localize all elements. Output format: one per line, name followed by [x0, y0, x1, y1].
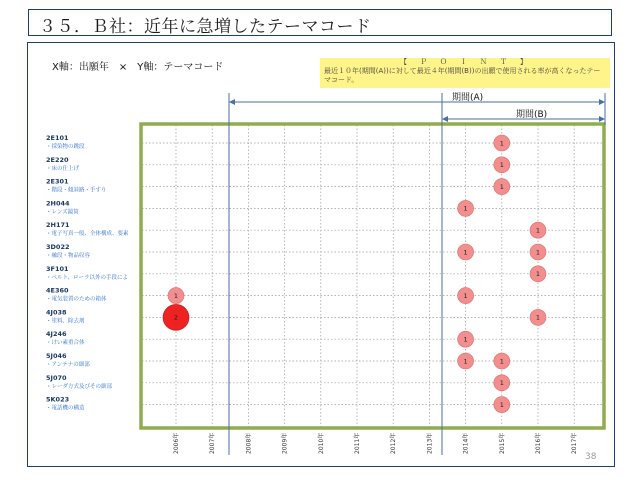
y-label-code: 4E360: [46, 286, 69, 295]
period-arrow-head: [599, 99, 605, 105]
data-bubble-label: 1: [499, 379, 504, 388]
y-label-desc: ・階段・傾斜路・手すり: [46, 187, 107, 194]
data-bubble-label: 1: [173, 291, 179, 300]
y-label-desc: ・電話機の構造: [46, 405, 85, 412]
y-label-desc: ・けい素重合体: [46, 340, 85, 347]
y-label-code: 2H171: [46, 221, 70, 230]
data-bubble-label: 1: [463, 357, 468, 366]
slide-title: ３５．Ｂ社：近年に急増したテーマコード: [39, 17, 372, 37]
y-label-desc: ・アンテナの細部: [46, 362, 90, 368]
x-tick-label: 2016年: [535, 432, 542, 454]
x-tick-label: 2007年: [209, 432, 217, 454]
period-label: 期間(B): [516, 110, 548, 120]
y-label-code: 4J246: [46, 330, 67, 339]
x-tick-label: 2010年: [317, 432, 325, 454]
data-bubble-label: 1: [463, 335, 468, 344]
x-tick-label: 2006年: [173, 432, 180, 454]
y-label-code: 2E101: [46, 134, 69, 142]
data-bubble-label: 1: [535, 313, 541, 322]
y-label-code: 3F101: [46, 264, 69, 273]
period-arrow-head: [442, 116, 448, 122]
data-bubble-label: 1: [463, 248, 468, 257]
y-label-code: 5K023: [46, 395, 70, 404]
y-label-code: 3D022: [46, 243, 70, 251]
y-label-desc: ・電子写真一般、全体構成、要素: [46, 231, 129, 238]
y-label-code: 5J046: [46, 352, 67, 360]
x-tick-label: 2008年: [245, 432, 253, 454]
point-text: 最近１０年(期間(A))に対して最近４年(期間(B))の出願で使用される率が高くなったテーマコード。: [324, 67, 601, 84]
page-number: 38: [585, 452, 597, 462]
y-label-code: 4J038: [46, 308, 67, 317]
x-tick-label: 2015年: [498, 432, 506, 454]
period-arrow-head: [599, 116, 605, 122]
point-title: 【 Ｐ Ｏ Ｉ Ｎ Ｔ 】: [400, 58, 530, 66]
period-arrow-head: [229, 99, 235, 105]
data-bubble-label: 1: [499, 139, 504, 148]
x-tick-label: 2011年: [354, 432, 361, 454]
data-bubble-label: 1: [535, 226, 541, 235]
data-bubble-label: 2: [173, 313, 179, 322]
y-label-code: 2H044: [46, 199, 70, 208]
data-bubble-label: 1: [535, 248, 541, 257]
data-bubble-label: 1: [499, 161, 504, 170]
y-label-desc: ・ベルト、ローラ以外の手段によ: [46, 274, 129, 281]
data-bubble-label: 1: [463, 291, 468, 300]
y-label-desc: ・塗料、除去剤: [46, 318, 85, 325]
x-tick-label: 2012年: [390, 432, 398, 454]
data-bubble-label: 1: [499, 357, 504, 366]
x-tick-label: 2014年: [462, 432, 470, 454]
x-tick-label: 2017年: [571, 432, 579, 454]
y-label-code: 5J070: [46, 373, 67, 382]
y-label-code: 2E301: [46, 177, 69, 186]
x-tick-label: 2009年: [281, 432, 289, 454]
y-label-desc: ・レンズ鏡筒: [46, 209, 79, 216]
axis-note: X軸：出願年 × Y軸：テーマコード: [52, 62, 224, 73]
period-label: 期間(A): [452, 93, 484, 103]
data-bubble-label: 1: [463, 204, 468, 213]
data-bubble-label: 1: [499, 400, 504, 409]
data-bubble-label: 1: [535, 270, 541, 279]
y-label-desc: ・電気装置のための箱体: [46, 296, 107, 303]
x-tick-label: 2013年: [426, 432, 434, 454]
data-bubble-label: 1: [499, 182, 504, 191]
y-label-code: 2E220: [46, 155, 69, 164]
y-label-desc: ・融段・物品収容: [46, 253, 91, 259]
y-label-desc: ・床の仕上げ: [46, 165, 80, 172]
y-label-desc: ・採染物の跳段: [46, 144, 85, 150]
y-label-desc: ・レーダ方式及びその細部: [46, 383, 113, 390]
